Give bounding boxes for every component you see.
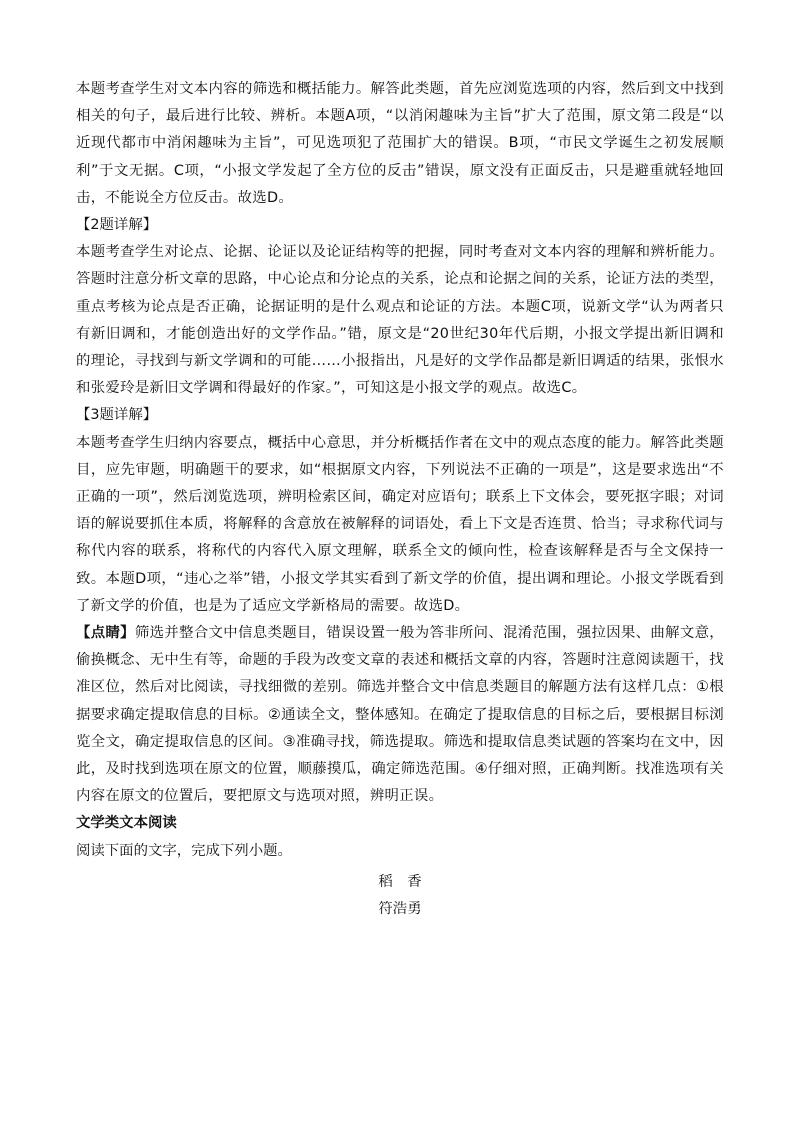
article-title: 稻 香 [378,873,422,890]
answer-paragraph-2: 本题考查学生对论点、论据、论证以及论证结构等的把握，同时考查对文本内容的理解和辨析能力。答题时注意分析文章的思路，中心论点和分论点的关系，论点和论据之间的关系，论证方法的类型，重点考核为论点是否正确，论据证明的是什么观点和论证的方法。本题C项，说新文学“认为两者只有新旧调和，才能创造出好的文学作品。”错，原文是“20世纪30年代后期，小报文学提出新旧调和的理论，寻找到与新文学调和的可能……小报指出，凡是好的文学作品都是新旧调适的结果，张恨水和张爱玲是新旧文学调和得最好的作家。”，可知这是小报文学的观点。故选C。 [76,244,724,397]
tip-paragraph [76,620,724,810]
tip-label: 【点睛】 [76,625,135,642]
question-2-heading: 【2题详解】 [76,217,158,234]
question-3-heading: 【3题详解】 [76,407,158,424]
tip-text: 筛选并整合文中信息类题目，错误设置一般为答非所问、混淆范围，强拉因果、曲解文意，偷换概念、无中生有等，命题的手段为改变文章的表述和概括文章的内容，答题时注意阅读题干，找准区位，然后对比阅读，寻找细微的差别。筛选并整合文中信息类题目的解题方法有这样几点：①根据要求确定提取信息的目标。②通读全文，整体感知。在确定了提取信息的目标之后，要根据目标浏览全文，确定提取信息的区间。③准确寻找，筛选提取。筛选和提取信息类试题的答案均在文中，因此，及时找到选项在原文的位置，顺藤摸瓜，确定筛选范围。④仔细对照，正确判断。找准选项有关内容在原文的位置后，要把原文与选项对照，辨明正误。 [76,625,724,805]
answer-paragraph-3: 本题考查学生归纳内容要点，概括中心意思，并分析概括作者在文中的观点态度的能力。解答此类题目，应先审题，明确题干的要求，如“根据原文内容，下列说法不正确的一项是”，这是要求选出“不正确的一项”，然后浏览选项，辨明检索区间，确定对应语句；联系上下文体会，要死抠字眼；对词语的解说要抓住本质，将解释的含意放在被解释的词语处，看上下文是否连贯、恰当；寻求称代词与称代内容的联系，将称代的内容代入原文理解，联系全文的倾向性，检查该解释是否与全文保持一致。本题D项，“违心之举”错，小报文学其实看到了新文学的价值，提出调和理论。小报文学既看到了新文学的价值，也是为了适应文学新格局的需要。故选D。 [76,434,724,614]
article-author: 符浩勇 [378,901,422,918]
answer-paragraph-1: 本题考查学生对文本内容的筛选和概括能力。解答此类题，首先应浏览选项的内容，然后到文中找到相关的句子，最后进行比较、辨析。本题A项，“以消闲趣味为主旨”扩大了范围，原文第二段是“以近现代都市中消闲趣味为主旨”，可见选项犯了范围扩大的错误。B项，“市民文学诞生之初发展顺利”于文无据。C项，“小报文学发起了全方位的反击”错误，原文没有正面反击，只是避重就轻地回击，不能说全方位反击。故选D。 [76,81,724,206]
reading-instruction: 阅读下面的文字，完成下列小题。 [76,842,292,859]
document-body [76,76,724,923]
section-heading: 文学类文本阅读 [76,815,177,832]
